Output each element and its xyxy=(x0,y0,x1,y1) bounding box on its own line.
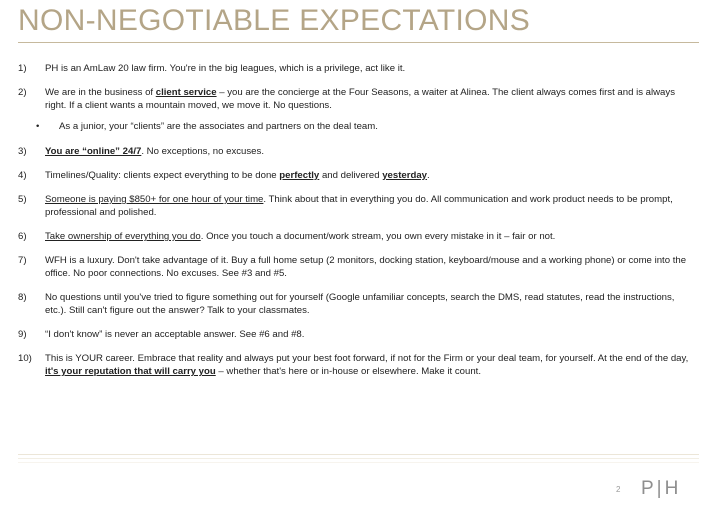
item-number: 8) xyxy=(18,292,27,303)
list-item xyxy=(18,352,698,378)
item-text: – you are the concierge at the Four Seasons, a waiter at Alinea. The client always comes first and is always right. If a client wants a mountain moved, we move it. No questions. xyxy=(45,87,675,111)
list-item xyxy=(18,145,698,158)
emphasis-client-service: client service xyxy=(155,87,217,98)
list-item xyxy=(18,254,698,280)
item-number: 3) xyxy=(18,146,27,157)
list-item xyxy=(18,193,698,219)
emphasis-online: You are “online” 24/7 xyxy=(45,146,142,157)
item-text: . xyxy=(427,170,430,181)
emphasis-ownership: Take ownership of everything you do xyxy=(45,231,201,242)
list-item xyxy=(18,291,698,317)
item-text: This is YOUR career. Embrace that reality and always put your best foot forward, if not for the Firm or your deal team, for yourself. At the end of the day, xyxy=(45,353,689,364)
item-number: 6) xyxy=(18,231,27,242)
item-number: 7) xyxy=(18,255,27,266)
item-text: “I don't know” is never an acceptable answer. See #6 and #8. xyxy=(45,329,305,340)
footer-decorative-line xyxy=(18,458,699,459)
emphasis-reputation: it's your reputation that will carry you xyxy=(45,366,216,377)
item-number: 9) xyxy=(18,329,27,340)
title-divider xyxy=(18,42,699,43)
item-text: Timelines/Quality: clients expect everything to be done xyxy=(45,170,280,181)
item-text: – whether that's here or in-house or elsewhere. Make it count. xyxy=(215,366,482,377)
item-text: . No exceptions, no excuses. xyxy=(141,146,264,157)
item-text: No questions until you've tried to figure something out for yourself (Google unfamiliar concepts, search the DMS, read statutes, read the instructions, etc.). Still can't figure out the answer? Talk to your classmates. xyxy=(45,292,675,316)
item-number: 2) xyxy=(18,87,27,98)
list-item xyxy=(18,328,698,341)
item-text: . Once you touch a document/work stream, you own every mistake in it – fair or not. xyxy=(200,231,556,242)
sub-list-item xyxy=(18,120,698,133)
expectations-list xyxy=(18,62,698,389)
list-item xyxy=(18,86,698,112)
footer-decorative-line xyxy=(18,462,699,463)
item-number: 4) xyxy=(18,170,27,181)
firm-logo: P|H xyxy=(641,478,682,499)
item-number: 1) xyxy=(18,63,27,74)
item-text: and delivered xyxy=(319,170,383,181)
list-item xyxy=(18,230,698,243)
item-text: . Think about that in everything you do. All communication and work product needs to be prompt, professional and polished. xyxy=(45,194,673,218)
emphasis-hourly-rate: Someone is paying $850+ for one hour of your time xyxy=(45,194,264,205)
emphasis-perfectly: perfectly xyxy=(279,170,320,181)
item-text: WFH is a luxury. Don't take advantage of it. Buy a full home setup (2 monitors, docking station, keyboard/mouse and a working phone) or come into the office. No poor connections. No excuses. See #3 and #5. xyxy=(45,255,687,279)
list-item xyxy=(18,169,698,182)
sub-item-text: As a junior, your “clients” are the associates and partners on the deal team. xyxy=(59,121,378,132)
page-title: NON-NEGOTIABLE EXPECTATIONS xyxy=(18,4,531,37)
footer-decorative-line xyxy=(18,454,699,455)
item-number: 5) xyxy=(18,194,27,205)
bullet-icon: • xyxy=(36,121,40,132)
list-item xyxy=(18,62,698,75)
page-number: 2 xyxy=(616,485,621,494)
item-number: 10) xyxy=(18,353,32,364)
item-text: We are in the business of xyxy=(45,87,156,98)
item-text: PH is an AmLaw 20 law firm. You're in the big leagues, which is a privilege, act like it. xyxy=(45,63,406,74)
emphasis-yesterday: yesterday xyxy=(382,170,428,181)
